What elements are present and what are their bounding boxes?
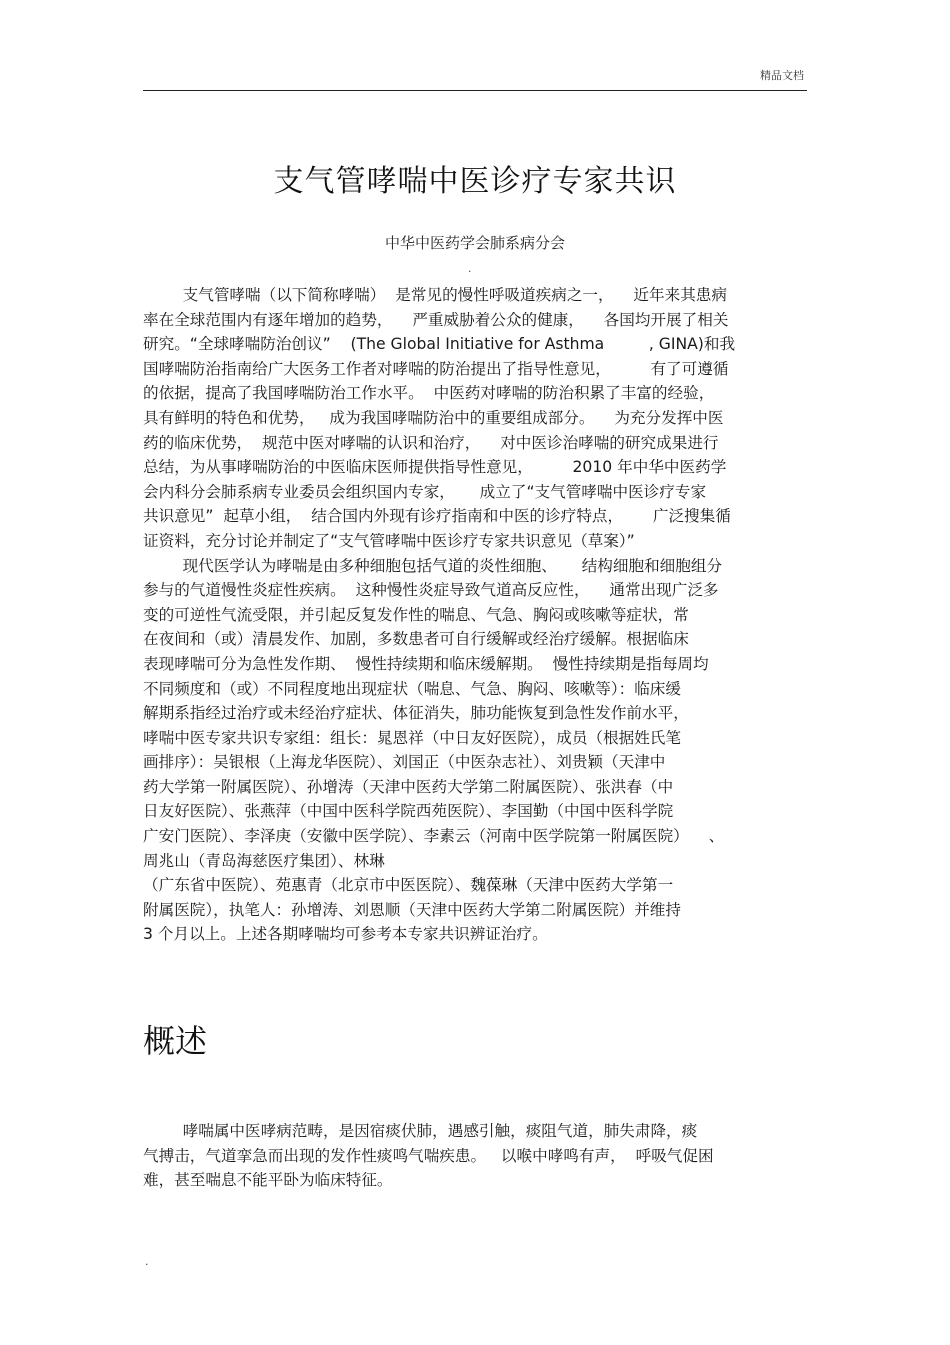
header-rule: [143, 90, 807, 91]
text-line: 药的临床优势， 规范中医对哮喘的认识和治疗， 对中医诊治哮喘的研究成果进行: [143, 433, 719, 452]
document-title: 支气管哮喘中医诊疗专家共识: [273, 164, 677, 199]
text-line: 现代医学认为哮喘是由多种细胞包括气道的炎性细胞、 结构细胞和细胞组分: [143, 556, 723, 575]
text-line: 共识意见” 起草小组， 结合国内外现有诊疗指南和中医的诊疗特点， 广泛搜集循: [143, 507, 731, 526]
text-line: 率在全球范围内有逐年增加的趋势， 严重威胁着公众的健康， 各国均开展了相关: [143, 310, 729, 329]
text-line: 3 个月以上。上述各期哮喘均可参考本专家共识辨证治疗。: [143, 925, 548, 944]
text-line: 哮喘中医专家共识专家组：组长：晁恩祥（中日友好医院），成员（根据姓氏笔: [143, 728, 681, 747]
text-line: 药大学第一附属医院）、孙增涛（天津中医药大学第二附属医院）、张洪春（中: [143, 777, 674, 796]
text-line: 参与的气道慢性炎症性疾病。 这种慢性炎症导致气道高反应性， 通常出现广泛多: [143, 581, 719, 600]
text-line: 不同频度和（或）不同程度地出现症状（喘息、气急、胸闷、咳嗽等）：临床缓: [143, 679, 681, 698]
text-line: 画排序）：吴银根（上海龙华医院）、刘国正（中医杂志社）、刘贵颖（天津中: [143, 753, 666, 772]
text-line: 附属医院），执笔人：孙增涛、刘恩顺（天津中医药大学第二附属医院）并维持: [143, 900, 681, 919]
text-line: （广东省中医院）、苑惠青（北京市中医医院）、魏葆琳（天津中医药大学第一: [143, 876, 674, 895]
text-line: 会内科分会肺系病专业委员会组织国内专家， 成立了“支气管哮喘中医诊疗专家: [143, 482, 707, 501]
text-line: 的依据，提高了我国哮喘防治工作水平。 中医药对哮喘的防治积累了丰富的经验，: [143, 384, 715, 403]
text-line: 气搏击，气道挛急而出现的发作性痰鸣气喘疾患。 以喉中哮鸣有声， 呼吸气促困: [143, 1146, 714, 1165]
header-label: 精品文档: [760, 69, 804, 82]
text-line: 在夜间和（或）清晨发作、加剧，多数患者可自行缓解或经治疗缓解。根据临床: [143, 630, 689, 649]
text-line: 证资料，充分讨论并制定了“支气管哮喘中医诊疗专家共识意见（草案）”: [143, 531, 635, 550]
text-line: 研究。“全球哮喘防治创议” (The Global Initiative for Asthma , GINA)和我: [143, 335, 736, 354]
organization-name: 中华中医药学会肺系病分会: [384, 234, 565, 252]
text-line: 解期系指经过治疗或未经治疗症状、体征消失，肺功能恢复到急性发作前水平，: [143, 704, 689, 723]
intro-paragraphs: [143, 283, 807, 947]
section-heading: 概述: [143, 1022, 208, 1060]
text-line: 难，甚至喘息不能平卧为临床特征。: [143, 1171, 393, 1190]
text-line: 表现哮喘可分为急性发作期、 慢性持续期和临床缓解期。 慢性持续期是指每周均: [143, 654, 709, 673]
summary-paragraph: [143, 1119, 807, 1193]
text-line: 广安门医院）、李泽庚（安徽中医学院）、李素云（河南中医学院第一附属医院） 、: [143, 827, 725, 846]
text-line: 国哮喘防治指南给广大医务工作者对哮喘的防治提出了指导性意见， 有了可遵循: [143, 359, 729, 378]
text-line: 日友好医院）、张燕萍（中国中医科学院西苑医院）、李国勤（中国中医科学院: [143, 802, 674, 821]
dot-marker-top: .: [468, 262, 472, 275]
text-line: 支气管哮喘（以下简称哮喘） 是常见的慢性呼吸道疾病之一， 近年来其患病: [143, 286, 727, 304]
text-line: 变的可逆性气流受限，并引起反复发作性的喘息、气急、胸闷或咳嗽等症状，常: [143, 605, 689, 624]
text-line: 具有鲜明的特色和优势， 成为我国哮喘防治中的重要组成部分。 为充分发挥中医: [143, 408, 724, 427]
dot-marker-bottom: .: [145, 1255, 149, 1268]
text-line: 周兆山（青岛海慈医疗集团）、林琳: [143, 851, 385, 870]
text-line: 哮喘属中医哮病范畴，是因宿痰伏肺，遇感引触，痰阻气道，肺失肃降，痰: [143, 1122, 698, 1140]
text-line: 总结，为从事哮喘防治的中医临床医师提供指导性意见， 2010 年中华中医药学: [143, 458, 727, 477]
